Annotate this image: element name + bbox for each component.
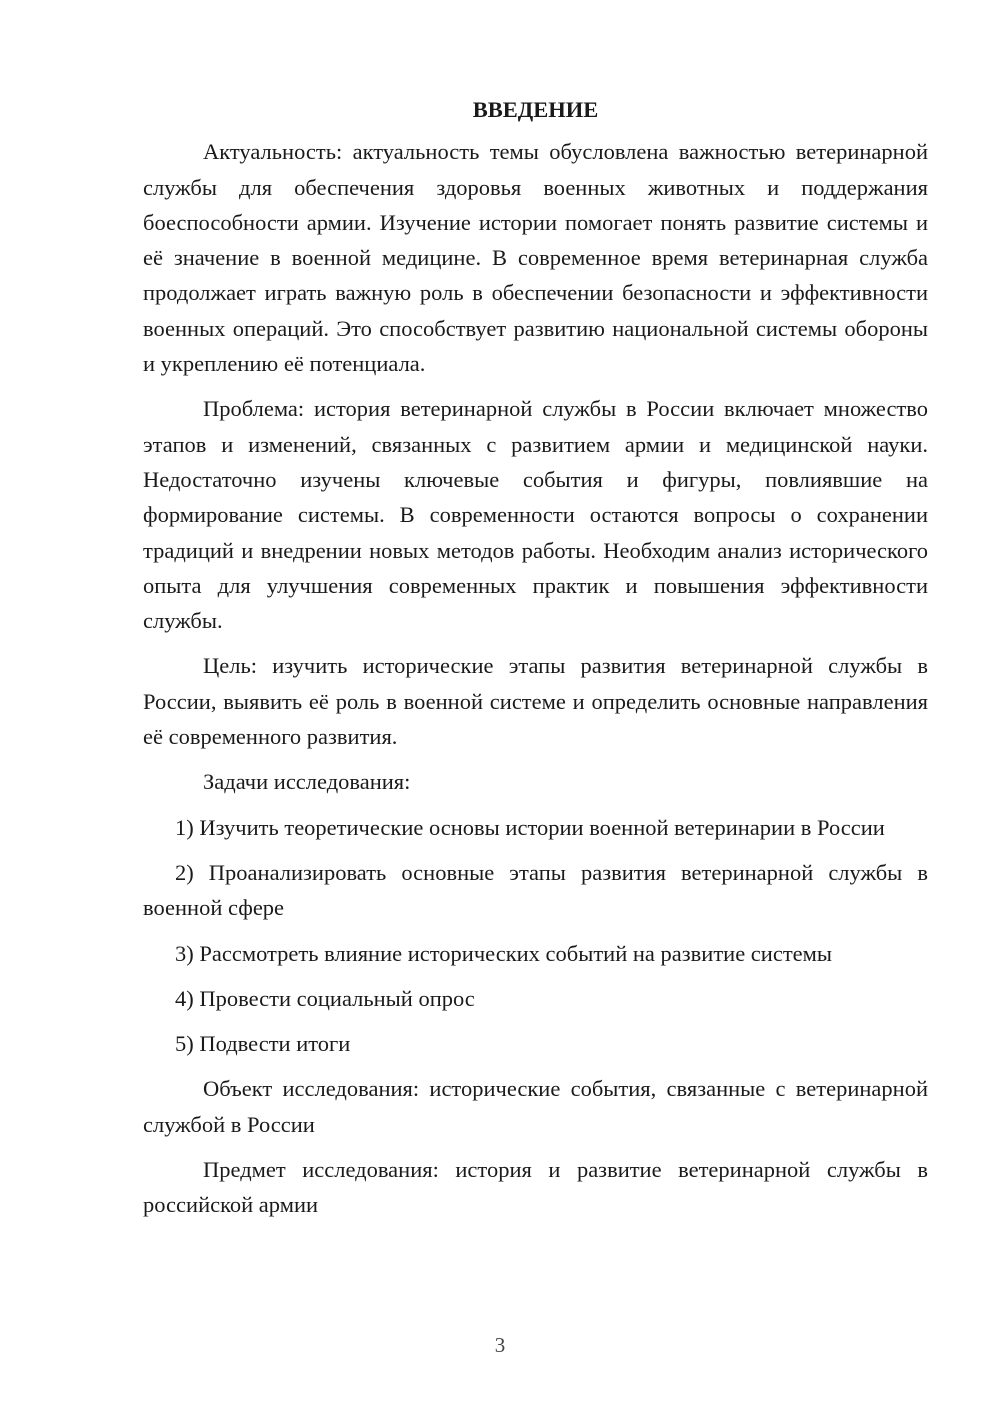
tasks-heading: Задачи исследования: bbox=[203, 769, 411, 795]
task-item-1: 1) Изучить теоретические основы истории военной ветеринарии в России bbox=[175, 814, 885, 840]
page-content bbox=[143, 92, 928, 1233]
paragraph-goal: Цель: изучить исторические этапы развития ветеринарной службы в России, выявить её роль в военной системе и определить основные направления её современного развития. bbox=[143, 653, 928, 750]
paragraph-problem: Проблема: история ветеринарной службы в России включает множество этапов и изменений, связанных с развитием армии и медицинской науки. Недостаточно изучены ключевые события и фигуры, повлиявшие на формирование системы. В современности остаются вопросы о сохранении традиций и внедрении новых методов работы. Необходим анализ исторического опыта для улучшения современных практик и повышения эффективности службы. bbox=[143, 396, 928, 634]
task-item-2: 2) Проанализировать основные этапы развития ветеринарной службы в военной сфере bbox=[143, 859, 928, 921]
section-title: ВВЕДЕНИЕ bbox=[472, 97, 599, 122]
paragraph-subject: Предмет исследования: история и развитие ветеринарной службы в российской армии bbox=[143, 1157, 928, 1218]
paragraph-relevance: Актуальность: актуальность темы обусловлена важностью ветеринарной службы для обеспечения здоровья военных животных и поддержания боеспособности армии. Изучение истории помогает понять развитие системы и её значение в военной медицине. В современное время ветеринарная служба продолжает играть важную роль в обеспечении безопасности и эффективности военных операций. Это способствует развитию национальной системы обороны и укреплению её потенциала. bbox=[143, 139, 928, 377]
task-item-5: 5) Подвести итоги bbox=[175, 1031, 351, 1057]
paragraph-object: Объект исследования: исторические события, связанные с ветеринарной службой в России bbox=[143, 1076, 928, 1137]
page-number: 3 bbox=[494, 1333, 506, 1357]
task-item-4: 4) Провести социальный опрос bbox=[175, 985, 475, 1011]
task-item-3: 3) Рассмотреть влияние исторических событий на развитие системы bbox=[175, 940, 832, 966]
